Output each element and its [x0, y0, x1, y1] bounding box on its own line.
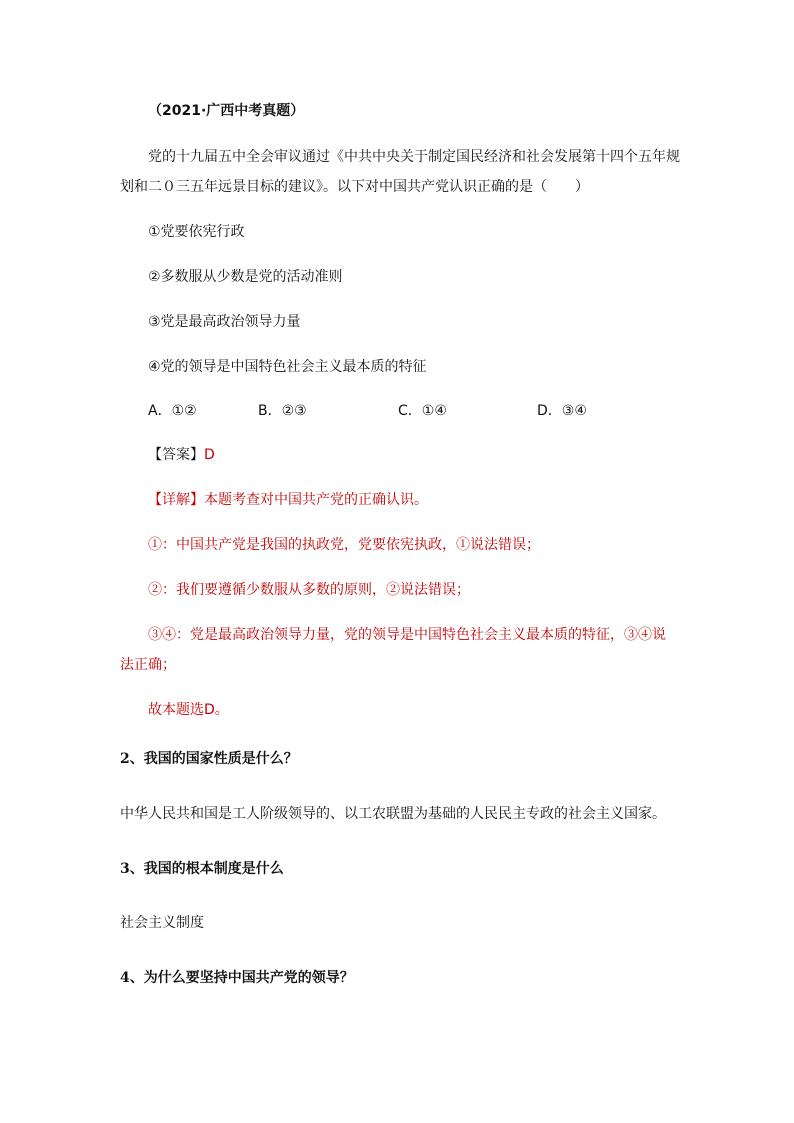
question-2-answer: 中华人民共和国是工人阶级领导的、以工农联盟为基础的人民民主专政的社会主义国家。: [120, 806, 666, 822]
conclusion: 故本题选D。: [148, 702, 229, 718]
question-3-title: 3、我国的根本制度是什么: [120, 861, 284, 877]
answer-label: 【答案】: [148, 447, 204, 463]
detail-text: 本题考查对中国共产党的正确认识。: [204, 492, 428, 508]
option-b: B．②③: [258, 403, 307, 419]
statement-3: ③党是最高政治领导力量: [148, 314, 301, 330]
question-text-line-2: 划和二０三五年远景目标的建议》。以下对中国共产党认识正确的是（ ）: [120, 179, 589, 195]
question-source: （2021·广西中考真题）: [148, 103, 305, 119]
statement-4: ④党的领导是中国特色社会主义最本质的特征: [148, 359, 427, 375]
explanation-4: 法正确；: [120, 657, 176, 673]
statement-2: ②多数服从少数是党的活动准则: [148, 269, 343, 285]
option-d: D．③④: [537, 403, 587, 419]
question-2-title: 2、我国的国家性质是什么？: [120, 751, 298, 767]
question-3-answer: 社会主义制度: [120, 915, 204, 931]
answer-value: D: [204, 447, 215, 463]
question-4-title: 4、为什么要坚持中国共产党的领导？: [120, 970, 354, 986]
question-text-line-1: 党的十九届五中全会审议通过《中共中央关于制定国民经济和社会发展第十四个五年规: [148, 149, 680, 165]
option-a: A．①②: [148, 403, 197, 419]
option-c: C．①④: [398, 403, 447, 419]
explanation-2: ②：我们要遵循少数服从多数的原则，②说法错误；: [148, 582, 470, 598]
explanation-3: ③④：党是最高政治领导力量，党的领导是中国特色社会主义最本质的特征，③④说: [148, 627, 666, 643]
explanation-1: ①：中国共产党是我国的执政党，党要依宪执政，①说法错误；: [148, 537, 540, 553]
detail-row: [148, 490, 428, 510]
detail-label: 【详解】: [148, 492, 204, 508]
answer-row: [148, 445, 215, 465]
statement-1: ①党要依宪行政: [148, 224, 245, 240]
